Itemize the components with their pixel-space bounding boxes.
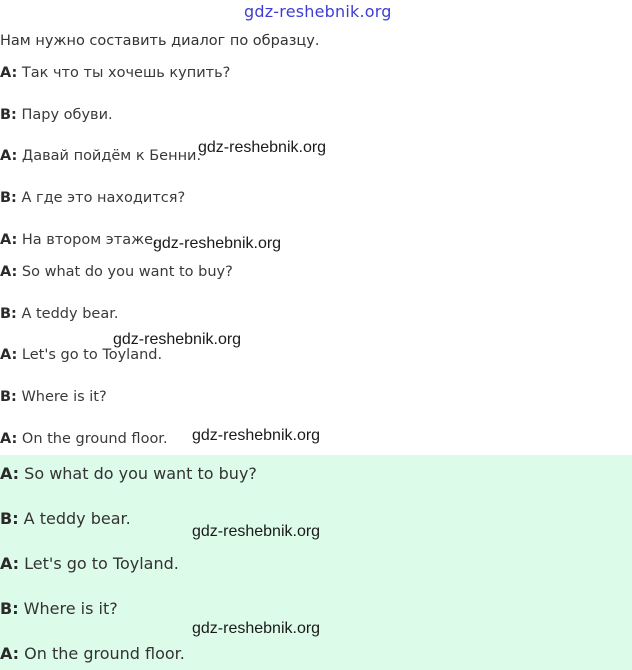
ru-line-4 bbox=[0, 190, 185, 206]
ru-line-1 bbox=[0, 65, 230, 81]
speaker-label: A: bbox=[0, 264, 18, 280]
speaker-label: B: bbox=[0, 306, 17, 322]
en-line-1 bbox=[0, 264, 233, 280]
line-text: On the ground floor. bbox=[17, 431, 168, 447]
line-text: A teddy bear. bbox=[18, 509, 131, 528]
speaker-label: A: bbox=[0, 232, 18, 248]
line-text: Where is it? bbox=[16, 389, 107, 405]
speaker-label: B: bbox=[0, 190, 17, 206]
watermark: gdz-reshebnik.org bbox=[192, 523, 321, 540]
speaker-label: B: bbox=[0, 107, 17, 123]
speaker-label: A: bbox=[0, 644, 20, 663]
watermark: gdz-reshebnik.org bbox=[153, 235, 282, 252]
speaker-label: A: bbox=[0, 148, 18, 164]
speaker-label: A: bbox=[0, 554, 20, 573]
line-text: На втором этаже. bbox=[17, 232, 158, 248]
line-text: On the ground floor. bbox=[19, 644, 185, 663]
watermark: gdz-reshebnik.org bbox=[192, 427, 321, 444]
speaker-label: A: bbox=[0, 431, 18, 447]
speaker-label: A: bbox=[0, 347, 18, 363]
speaker-label: A: bbox=[0, 65, 18, 81]
line-text: Так что ты хочешь купить? bbox=[17, 65, 231, 81]
ru-line-5 bbox=[0, 232, 158, 248]
speaker-label: B: bbox=[0, 389, 17, 405]
ru-line-2 bbox=[0, 107, 113, 123]
line-text: So what do you want to buy? bbox=[17, 264, 233, 280]
line-text: Let's go to Toyland. bbox=[19, 554, 179, 573]
en-line-4 bbox=[0, 389, 107, 405]
line-text: А где это находится? bbox=[16, 190, 186, 206]
line-text: Пару обуви. bbox=[16, 107, 113, 123]
en-line-3 bbox=[0, 347, 162, 363]
answer-line-2 bbox=[0, 509, 131, 528]
watermark: gdz-reshebnik.org bbox=[113, 331, 242, 348]
en-line-2 bbox=[0, 306, 118, 322]
site-watermark-header: gdz-reshebnik.org bbox=[244, 2, 392, 21]
line-text: So what do you want to buy? bbox=[19, 464, 257, 483]
line-text: Давай пойдём к Бенни. bbox=[17, 148, 202, 164]
speaker-label: A: bbox=[0, 464, 20, 483]
watermark: gdz-reshebnik.org bbox=[198, 139, 327, 156]
speaker-label: B: bbox=[0, 509, 19, 528]
answer-line-4 bbox=[0, 599, 118, 618]
watermark: gdz-reshebnik.org bbox=[192, 620, 321, 637]
line-text: Where is it? bbox=[18, 599, 118, 618]
answer-line-1 bbox=[0, 464, 257, 483]
intro-text: Нам нужно составить диалог по образцу. bbox=[0, 33, 320, 49]
line-text: Let's go to Toyland. bbox=[17, 347, 163, 363]
answer-line-5 bbox=[0, 644, 185, 663]
line-text: A teddy bear. bbox=[16, 306, 119, 322]
en-line-5 bbox=[0, 431, 168, 447]
ru-line-3 bbox=[0, 148, 201, 164]
answer-line-3 bbox=[0, 554, 179, 573]
speaker-label: B: bbox=[0, 599, 19, 618]
